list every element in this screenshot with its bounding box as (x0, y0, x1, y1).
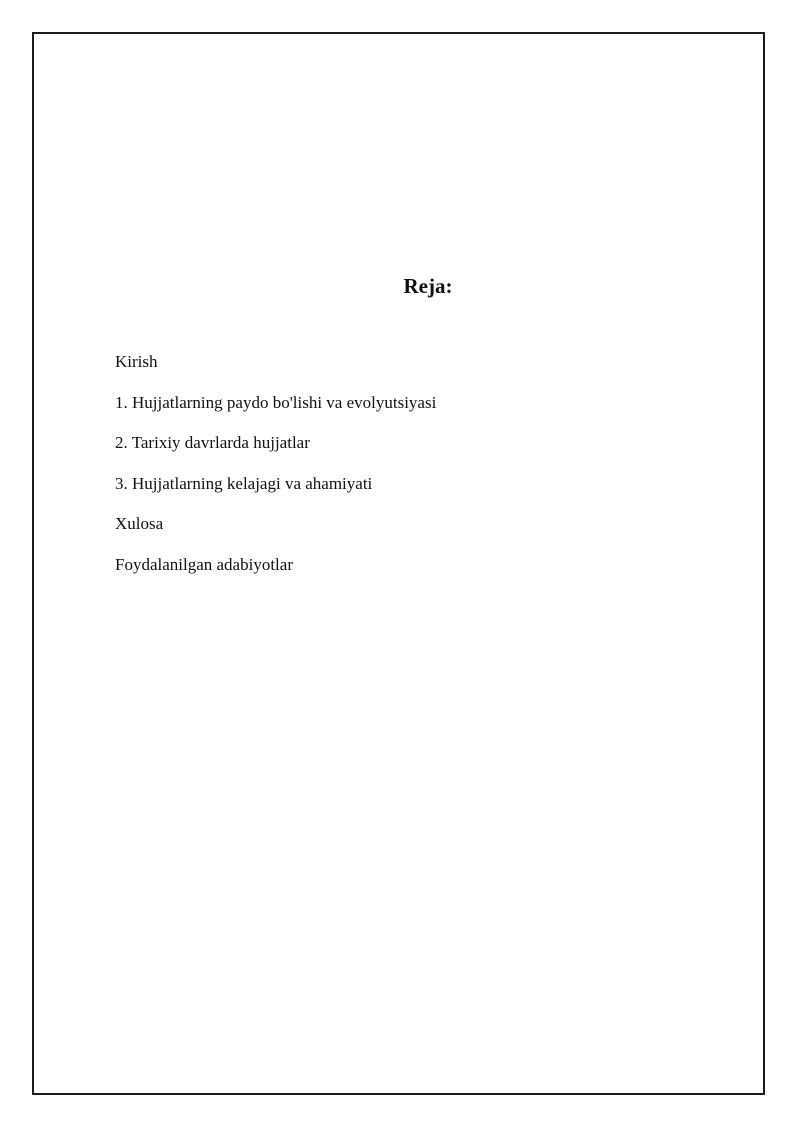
plan-list (115, 350, 436, 593)
plan-item-conclusion: Xulosa (115, 514, 164, 533)
plan-item-introduction: Kirish (115, 352, 158, 371)
page-title: Reja: (403, 274, 453, 298)
plan-item-chapter-2: 2. Tarixiy davrlarda hujjatlar (115, 433, 310, 452)
plan-item-chapter-3: 3. Hujjatlarning kelajagi va ahamiyati (115, 473, 373, 493)
plan-item-references: Foydalanilgan adabiyotlar (115, 554, 293, 574)
plan-item-chapter-1: 1. Hujjatlarning paydo bo'lishi va evolyutsiyasi (115, 392, 437, 412)
